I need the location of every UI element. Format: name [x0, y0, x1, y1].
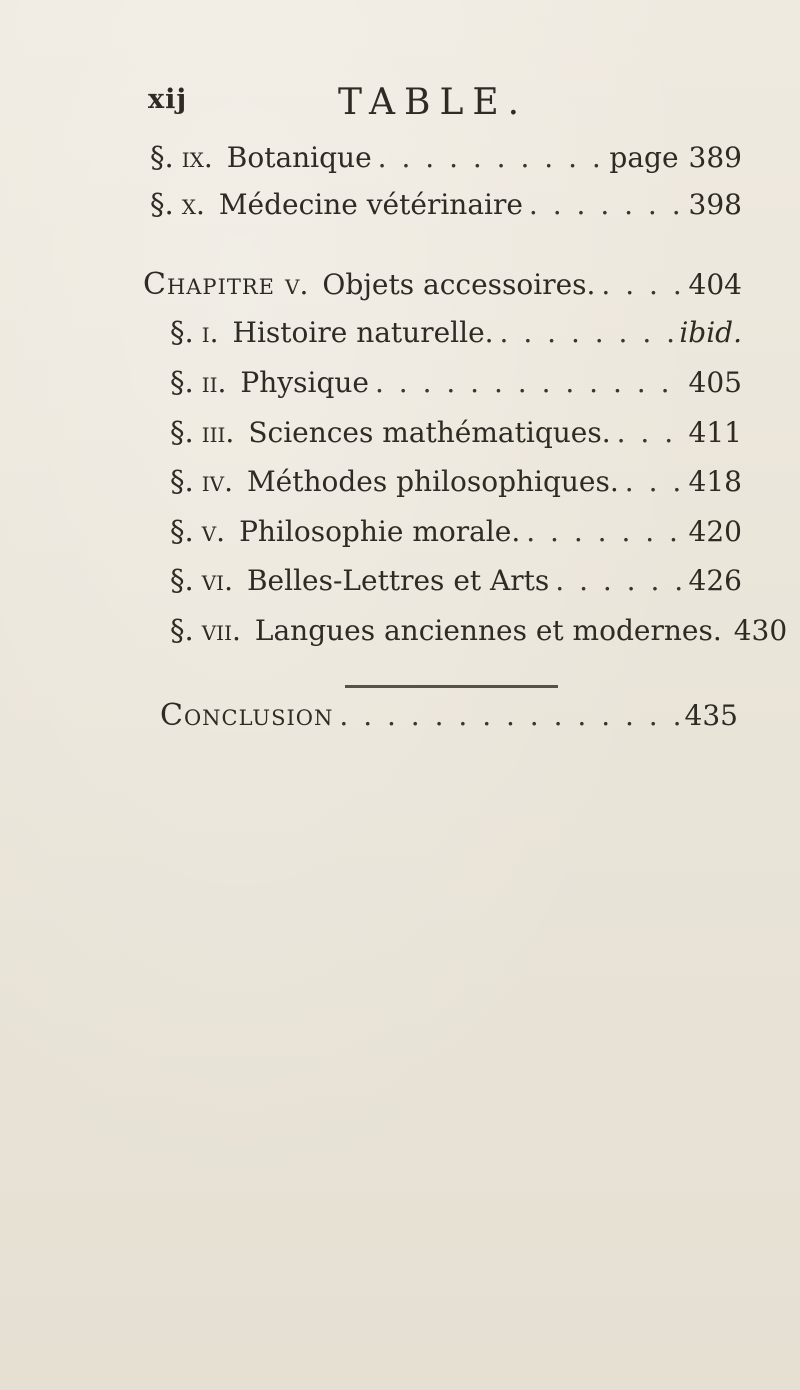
entry-title: Philosophie morale.	[239, 515, 521, 548]
toc-entry	[170, 613, 788, 657]
dot-leader	[339, 699, 678, 732]
section-number: iv.	[201, 465, 233, 498]
toc-entry	[150, 140, 742, 184]
chapter-heading	[143, 267, 742, 311]
entry-page: 389	[688, 141, 742, 174]
toc-entry	[170, 315, 742, 359]
entry-page: 398	[688, 188, 742, 221]
chapter-title: Objets accessoires.	[322, 268, 596, 301]
entry-page: 426	[688, 564, 742, 597]
section-number: ii.	[201, 366, 227, 399]
entry-title: Médecine vétérinaire	[218, 188, 523, 221]
entry-title: Sciences mathématiques.	[248, 416, 611, 449]
chapter-page: 404	[688, 268, 742, 301]
page-number: xij	[148, 84, 188, 115]
toc-entry	[170, 365, 742, 409]
section-sign: §.	[170, 365, 194, 399]
dot-leader	[529, 188, 683, 221]
toc-entry	[170, 514, 742, 558]
section-sign: §.	[150, 187, 174, 221]
section-number: ix.	[181, 141, 213, 174]
section-number: iii.	[201, 416, 235, 449]
entry-title: Belles-Lettres et Arts	[246, 564, 550, 597]
toc-entry	[170, 464, 742, 508]
chapter-number: v.	[285, 268, 309, 301]
entry-title: Langues anciennes et modernes.	[254, 614, 722, 647]
section-number: i.	[201, 316, 219, 349]
conclusion-entry	[160, 698, 738, 742]
entry-page: 418	[688, 465, 742, 498]
entry-page: 411	[688, 416, 742, 449]
toc-entry	[170, 563, 742, 607]
section-number: vi.	[201, 564, 233, 597]
section-sign: §.	[170, 464, 194, 498]
section-sign: §.	[170, 563, 194, 597]
dot-leader	[555, 564, 682, 597]
page-label: page	[609, 141, 679, 174]
section-sign: §.	[170, 514, 194, 548]
section-number: x.	[181, 188, 205, 221]
page-header	[0, 82, 800, 122]
toc-entry	[150, 187, 742, 231]
entry-title: Histoire naturelle.	[232, 316, 494, 349]
conclusion-page: 435	[684, 699, 738, 732]
entry-title: Méthodes philosophiques.	[246, 465, 619, 498]
toc-entry	[170, 415, 742, 459]
dot-leader	[375, 366, 683, 399]
chapter-label: Chapitre	[143, 267, 276, 302]
entry-title: Physique	[240, 366, 369, 399]
dot-leader	[625, 465, 683, 498]
section-number: v.	[201, 515, 226, 548]
section-sign: §.	[150, 140, 174, 174]
running-head: TABLE.	[338, 82, 529, 123]
dot-leader	[601, 268, 682, 301]
end-rule	[345, 685, 558, 688]
section-sign: §.	[170, 613, 194, 647]
section-number: vii.	[201, 614, 241, 647]
section-sign: §.	[170, 415, 194, 449]
dot-leader	[500, 316, 674, 349]
section-sign: §.	[170, 315, 194, 349]
entry-page: 420	[688, 515, 742, 548]
dot-leader	[526, 515, 682, 548]
conclusion-label: Conclusion	[160, 698, 334, 733]
entry-page: 430	[733, 614, 788, 647]
entry-page: 405	[688, 366, 742, 399]
entry-page: ibid.	[679, 316, 742, 349]
dot-leader	[617, 416, 683, 449]
entry-title: Botanique	[226, 141, 372, 174]
dot-leader	[378, 141, 604, 174]
